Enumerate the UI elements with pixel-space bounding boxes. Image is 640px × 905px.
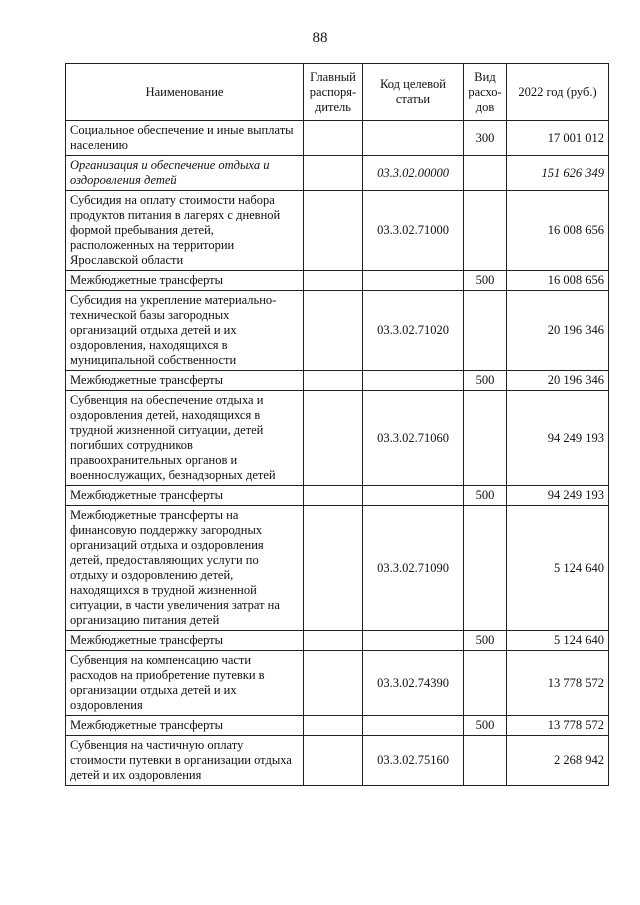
row-amount-cell: 94 249 193 bbox=[507, 486, 609, 506]
row-code-cell bbox=[363, 716, 464, 736]
row-code-cell: 03.3.02.71090 bbox=[363, 506, 464, 631]
row-name-cell: Межбюджетные трансферты на финансовую поддержку загородных организаций отдыха и оздоровления детей, предоставляющих услуги по отдыху и оздоровлению детей, находящихся в трудной жизненной ситуации, в части увеличения затрат на организацию питания детей bbox=[66, 506, 304, 631]
row-manager-cell bbox=[304, 191, 363, 271]
row-expense-type-cell bbox=[464, 291, 507, 371]
row-amount-cell: 20 196 346 bbox=[507, 371, 609, 391]
row-amount-cell: 20 196 346 bbox=[507, 291, 609, 371]
row-code-cell bbox=[363, 631, 464, 651]
row-amount-cell: 151 626 349 bbox=[507, 156, 609, 191]
row-name-cell: Межбюджетные трансферты bbox=[66, 371, 304, 391]
row-manager-cell bbox=[304, 651, 363, 716]
table-row bbox=[66, 291, 609, 371]
row-code-cell: 03.3.02.00000 bbox=[363, 156, 464, 191]
row-expense-type-cell: 500 bbox=[464, 486, 507, 506]
table-row bbox=[66, 486, 609, 506]
row-amount-cell: 5 124 640 bbox=[507, 631, 609, 651]
row-name-cell: Социальное обеспечение и иные выплаты населению bbox=[66, 121, 304, 156]
header-expense-type: Вид расхо-дов bbox=[464, 64, 507, 121]
row-manager-cell bbox=[304, 371, 363, 391]
row-code-cell: 03.3.02.74390 bbox=[363, 651, 464, 716]
header-amount: 2022 год (руб.) bbox=[507, 64, 609, 121]
row-manager-cell bbox=[304, 631, 363, 651]
row-expense-type-cell bbox=[464, 506, 507, 631]
row-expense-type-cell: 500 bbox=[464, 631, 507, 651]
row-code-cell bbox=[363, 371, 464, 391]
row-expense-type-cell bbox=[464, 191, 507, 271]
row-name-cell: Межбюджетные трансферты bbox=[66, 486, 304, 506]
row-code-cell: 03.3.02.71020 bbox=[363, 291, 464, 371]
row-manager-cell bbox=[304, 391, 363, 486]
row-name-cell: Субвенция на компенсацию части расходов на приобретение путевки в организации отдыха детей и их оздоровления bbox=[66, 651, 304, 716]
table-row bbox=[66, 736, 609, 786]
table-body bbox=[66, 121, 609, 786]
header-name: Наименование bbox=[66, 64, 304, 121]
row-manager-cell bbox=[304, 736, 363, 786]
row-name-cell: Межбюджетные трансферты bbox=[66, 631, 304, 651]
row-amount-cell: 16 008 656 bbox=[507, 271, 609, 291]
row-expense-type-cell bbox=[464, 156, 507, 191]
row-manager-cell bbox=[304, 716, 363, 736]
row-name-cell: Межбюджетные трансферты bbox=[66, 271, 304, 291]
row-amount-cell: 5 124 640 bbox=[507, 506, 609, 631]
row-amount-cell: 17 001 012 bbox=[507, 121, 609, 156]
page-number: 88 bbox=[312, 30, 328, 46]
table-row bbox=[66, 716, 609, 736]
table-row bbox=[66, 121, 609, 156]
row-manager-cell bbox=[304, 486, 363, 506]
row-manager-cell bbox=[304, 271, 363, 291]
row-manager-cell bbox=[304, 121, 363, 156]
table-row bbox=[66, 651, 609, 716]
row-expense-type-cell: 500 bbox=[464, 371, 507, 391]
row-name-cell: Организация и обеспечение отдыха и оздоровления детей bbox=[66, 156, 304, 191]
row-amount-cell: 13 778 572 bbox=[507, 651, 609, 716]
row-expense-type-cell bbox=[464, 736, 507, 786]
row-code-cell bbox=[363, 271, 464, 291]
row-expense-type-cell bbox=[464, 651, 507, 716]
row-name-cell: Субвенция на обеспечение отдыха и оздоровления детей, находящихся в трудной жизненной ситуации, детей погибших сотрудников правоохранительных органов и военнослужащих, безнадзорных детей bbox=[66, 391, 304, 486]
row-expense-type-cell: 300 bbox=[464, 121, 507, 156]
row-code-cell: 03.3.02.71000 bbox=[363, 191, 464, 271]
row-name-cell: Субвенция на частичную оплату стоимости путевки в организации отдыха детей и их оздоровления bbox=[66, 736, 304, 786]
table-row bbox=[66, 506, 609, 631]
row-expense-type-cell: 500 bbox=[464, 716, 507, 736]
table-row bbox=[66, 631, 609, 651]
row-name-cell: Межбюджетные трансферты bbox=[66, 716, 304, 736]
row-name-cell: Субсидия на оплату стоимости набора продуктов питания в лагерях с дневной формой пребывания детей, расположенных на территории Ярославской области bbox=[66, 191, 304, 271]
table-row bbox=[66, 191, 609, 271]
table-row bbox=[66, 391, 609, 486]
row-code-cell bbox=[363, 121, 464, 156]
table-row bbox=[66, 156, 609, 191]
row-manager-cell bbox=[304, 156, 363, 191]
header-main-manager: Главный распоря-дитель bbox=[304, 64, 363, 121]
row-code-cell: 03.3.02.75160 bbox=[363, 736, 464, 786]
row-manager-cell bbox=[304, 506, 363, 631]
row-manager-cell bbox=[304, 291, 363, 371]
budget-table bbox=[65, 63, 609, 786]
table-row bbox=[66, 371, 609, 391]
row-amount-cell: 2 268 942 bbox=[507, 736, 609, 786]
row-amount-cell: 13 778 572 bbox=[507, 716, 609, 736]
row-expense-type-cell bbox=[464, 391, 507, 486]
row-code-cell: 03.3.02.71060 bbox=[363, 391, 464, 486]
row-code-cell bbox=[363, 486, 464, 506]
table-header-row bbox=[66, 64, 609, 121]
table-row bbox=[66, 271, 609, 291]
row-name-cell: Субсидия на укрепление материально-технической базы загородных организаций отдыха детей и их оздоровления, находящихся в муниципальной собственности bbox=[66, 291, 304, 371]
row-amount-cell: 94 249 193 bbox=[507, 391, 609, 486]
row-amount-cell: 16 008 656 bbox=[507, 191, 609, 271]
row-expense-type-cell: 500 bbox=[464, 271, 507, 291]
header-target-code: Код целевой статьи bbox=[363, 64, 464, 121]
